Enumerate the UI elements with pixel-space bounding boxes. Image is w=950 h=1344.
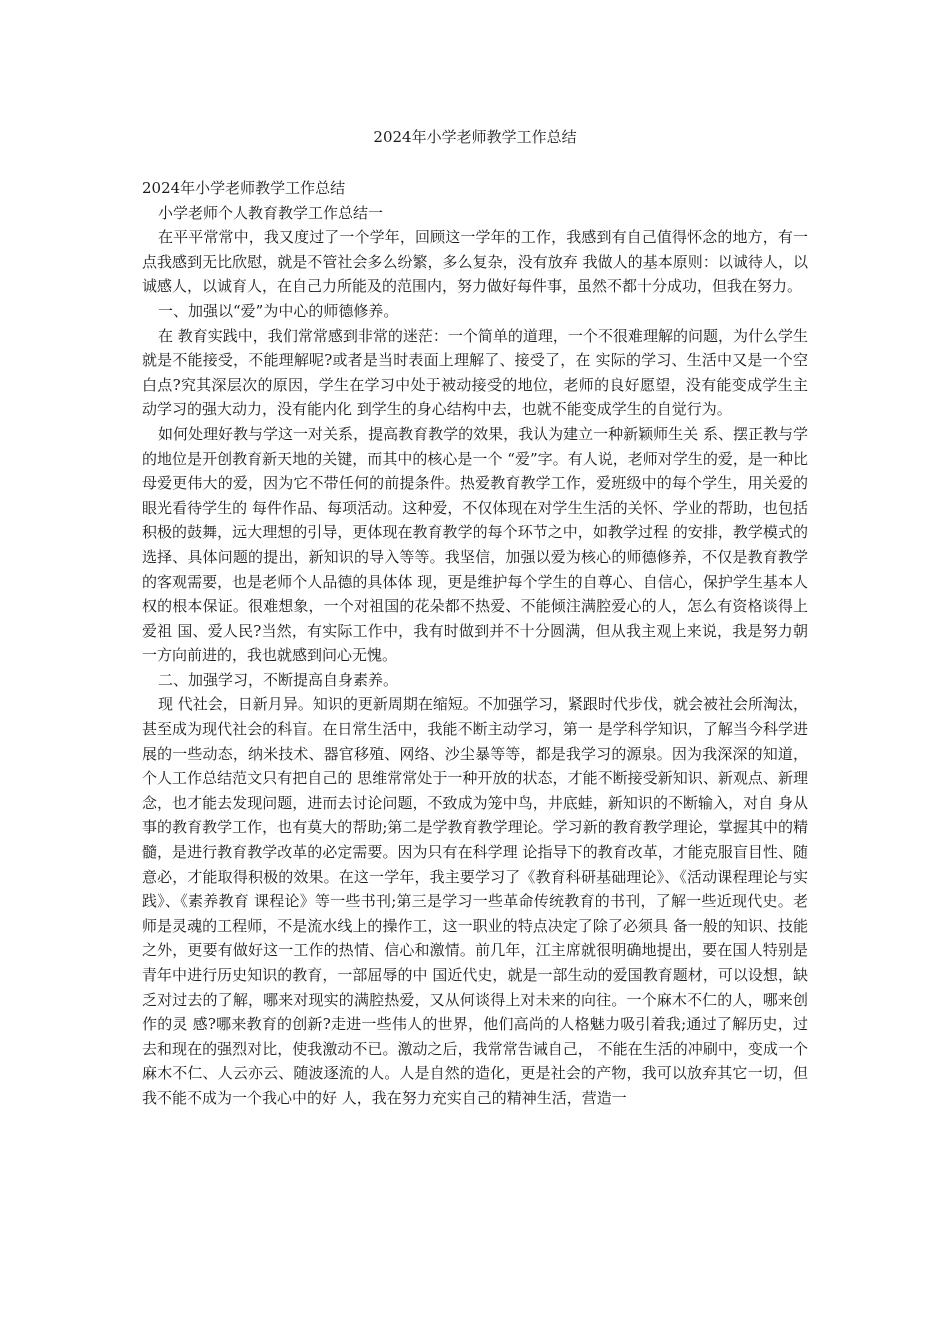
paragraph-practice: 在 教育实践中，我们常常感到非常的迷茫：一个简单的道理，一个不很难理解的问题，为什么学生就是不能接受，不能理解呢?或者是当时表面上理解了、接受了，在 实际的学习、生活中又是一个空白点?究其深层次的原因，学生在学习中处于被动接受的地位，老师的良好愿望，没有能变成学生主动学习的强大动力，没有能内化 到学生的身心结构中去，也就不能变成学生的自觉行为。 bbox=[142, 326, 808, 419]
paragraph-love: 如何处理好教与学这一对关系，提高教育教学的效果，我认为建立一种新颖师生关 系、摆正教与学的地位是开创教育新天地的关键，而其中的核心是一个 “爱”字。有人说，老师对学生的爱，是一种比母爱更伟大的爱，因为它不带任何的前提条件。热爱教育教学工作，爱班级中的每个学生，用关爱的眼光看待学生的 每件作品、每项活动。这种爱，不仅体现在对学生生活的关怀、学业的帮助，也包括积极的鼓舞，远大理想的引导，更体现在教育教学的每个环节之中，如教学过程 的安排，教学模式的选择、具体问题的提出，新知识的导入等等。我坚信，加强以爱为核心的师德修养，不仅是教育教学的客观需要，也是老师个人品德的具体体 现，更是维护每个学生的自尊心、自信心，保护学生基本人权的根本保证。很难想象，一个对祖国的花朵都不热爱、不能倾注满腔爱心的人，怎么有资格谈得上爱祖 国、爱人民?当然，有实际工作中，我有时做到并不十分圆满，但从我主观上来说，我是努力朝一方向前进的，我也就感到问心无愧。 bbox=[142, 424, 808, 665]
document-title: 2024年小学老师教学工作总结 bbox=[373, 128, 577, 146]
document-subtitle: 2024年小学老师教学工作总结 bbox=[142, 179, 346, 197]
document-body bbox=[142, 176, 808, 1111]
paragraph-intro: 在平平常常中，我又度过了一个学年，回顾这一学年的工作，我感到有自己值得怀念的地方，有一点我感到无比欣慰，就是不管社会多么纷繁，多么复杂，没有放弃 我做人的基本原则：以诚待人，以诚感人，以诚育人，在自己力所能及的范围内，努力做好每件事，虽然不都十分成功，但我在努力。 bbox=[142, 228, 808, 296]
paragraph-study: 现 代社会，日新月异。知识的更新周期在缩短。不加强学习，紧跟时代步伐，就会被社会所淘汰，甚至成为现代社会的科盲。在日常生活中，我能不断主动学习，第一 是学科学知识，了解当今科学进展的一些动态，纳米技术、器官移殖、网络、沙尘暴等等，都是我学习的源泉。因为我深深的知道，个人工作总结范文只有把自己的 思维常常处于一种开放的状态，才能不断接受新知识、新观点、新理念，也才能去发现问题，进而去讨论问题，不致成为笼中鸟，井底蛙，新知识的不断输入，对自 身从事的教育教学工作，也有莫大的帮助;第二是学教育教学理论。学习新的教育教学理论，掌握其中的精髓，是进行教育教学改革的必定需要。因为只有在科学理 论指导下的教育改革，才能克服盲目性、随意必，才能取得积极的效果。在这一学年，我主要学习了《教育科研基础理论》、《活动课程理论与实践》、《素养教育 课程论》等一些书刊;第三是学习一些革命传统教育的书刊，了解一些近现代史。老师是灵魂的工程师，不是流水线上的操作工，这一职业的特点决定了除了必须具 备一般的知识、技能之外，更要有做好这一工作的热情、信心和激情。前几年，江主席就很明确地提出，要在国人特别是青年中进行历史知识的教育，一部屈辱的中 国近代史，就是一部生动的爱国教育题材，可以设想，缺乏对过去的了解，哪来对现实的满腔热爱，又从何谈得上对未来的向往。一个麻木不仁的人，哪来创作的灵 感?哪来教育的创新?走进一些伟人的世界，他们高尚的人格魅力吸引着我;通过了解历史，过去和现在的强烈对比，使我激动不已。激动之后，我常常告诫自己， 不能在生活的冲刷中，变成一个麻木不仁、人云亦云、随波逐流的人。人是自然的造化，更是社会的产物，我可以放弃其它一切，但我不能不成为一个我心中的好 人，我在努力充实自己的精神生活，营造一 bbox=[142, 695, 808, 1107]
heading-one: 一、加强以“爱”为中心的师德修养。 bbox=[158, 301, 399, 320]
section-title: 小学老师个人教育教学工作总结一 bbox=[158, 203, 384, 222]
heading-two: 二、加强学习，不断提高自身素养。 bbox=[158, 670, 399, 689]
